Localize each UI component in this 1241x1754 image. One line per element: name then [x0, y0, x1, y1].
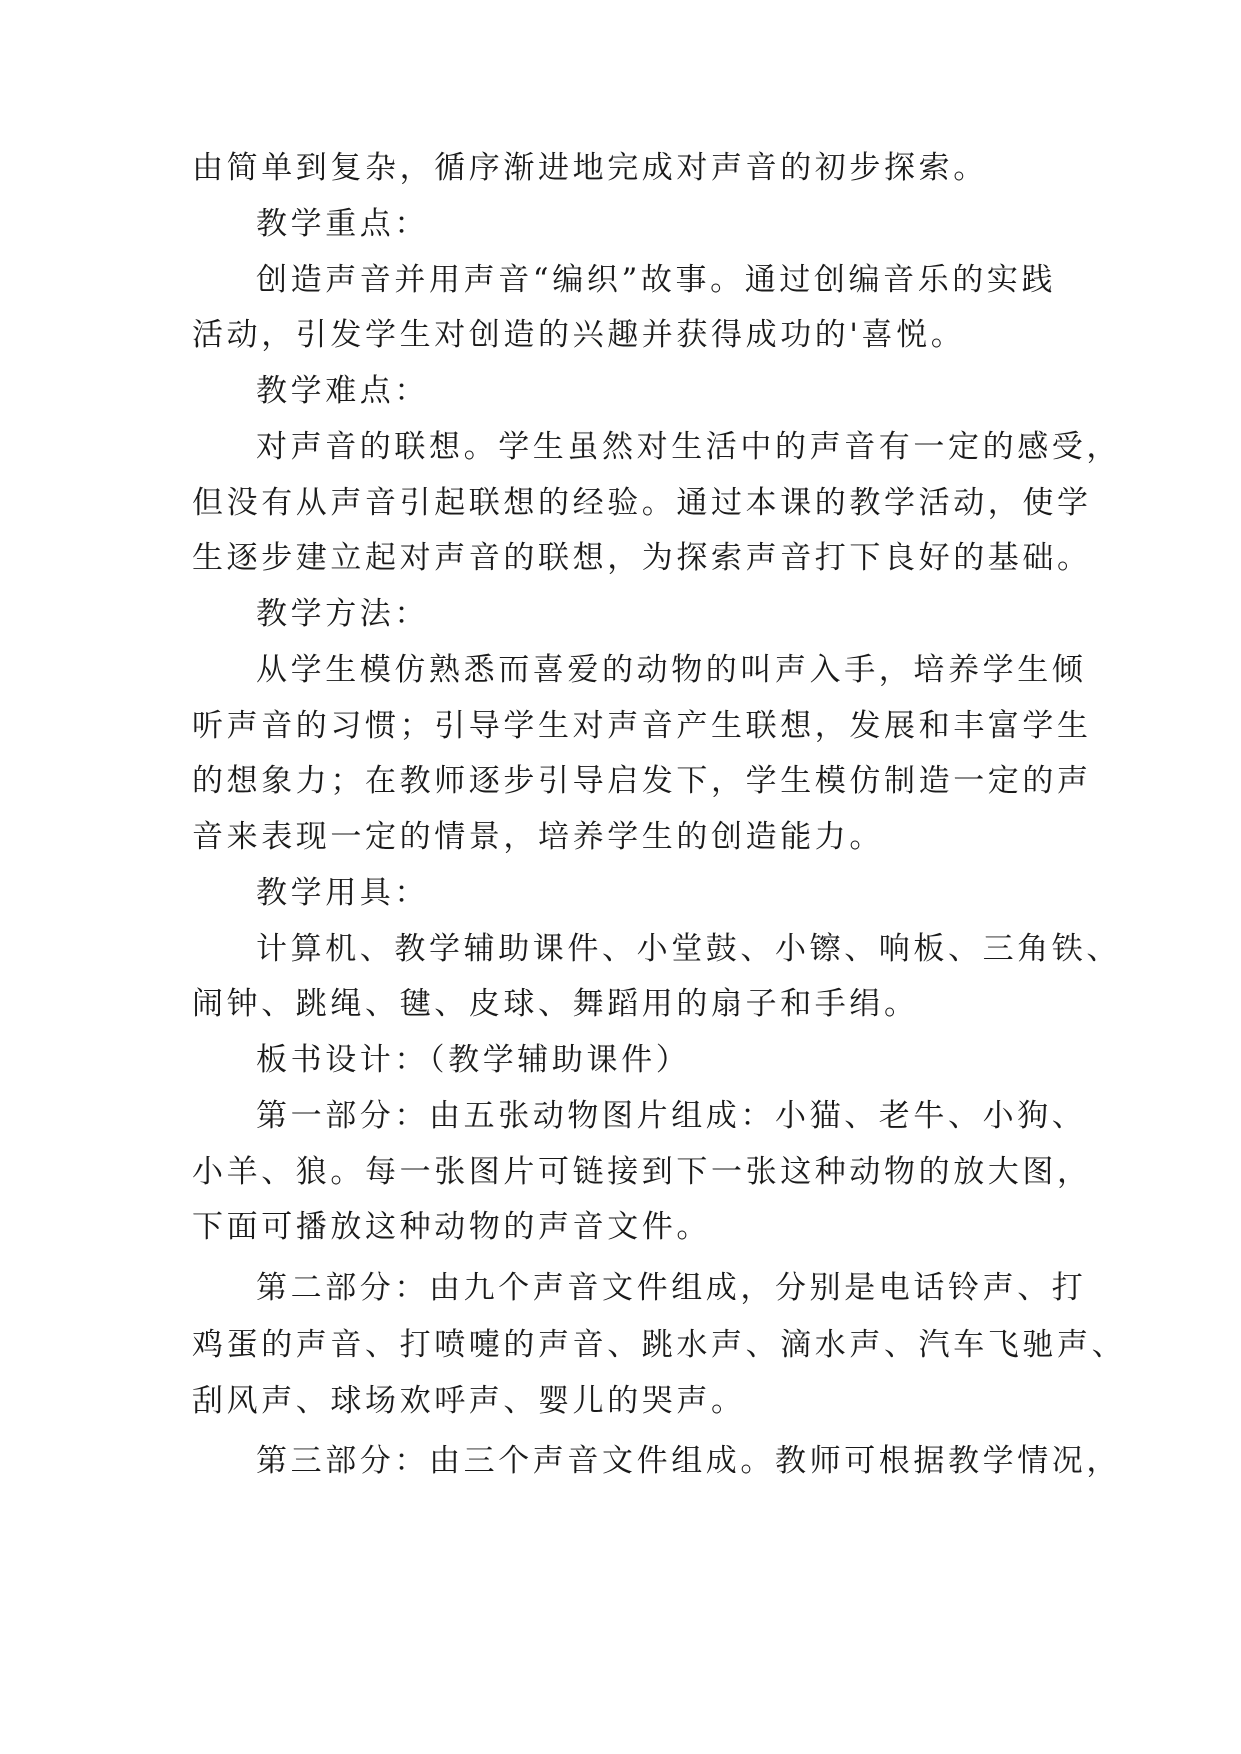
- section-heading-key-points: 教学重点：: [256, 206, 429, 242]
- section-heading-board-design: 板书设计：（教学辅助课件）: [256, 1042, 691, 1078]
- paragraph-line: 但没有从声音引起联想的经验。通过本课的教学活动，使学: [192, 485, 1092, 521]
- section-heading-tools: 教学用具：: [256, 875, 429, 911]
- paragraph-line: 第三部分：由三个声音文件组成。教师可根据教学情况，: [256, 1443, 1121, 1479]
- paragraph-line: 创造声音并用声音“编织”故事。通过创编音乐的实践: [256, 262, 1057, 298]
- paragraph-line: 音来表现一定的情景，培养学生的创造能力。: [192, 819, 884, 855]
- paragraph-line: 从学生模仿熟悉而喜爱的动物的叫声入手，培养学生倾: [256, 652, 1087, 688]
- paragraph-line: 由简单到复杂，循序渐进地完成对声音的初步探索。: [192, 150, 988, 186]
- section-heading-methods: 教学方法：: [256, 596, 429, 632]
- paragraph-line: 活动，引发学生对创造的兴趣并获得成功的'喜悦。: [192, 317, 966, 353]
- paragraph-line: 的想象力；在教师逐步引导启发下，学生模仿制造一定的声: [192, 763, 1092, 799]
- paragraph-line: 鸡蛋的声音、打喷嚏的声音、跳水声、滴水声、汽车飞驰声、: [192, 1327, 1127, 1363]
- paragraph-line: 小羊、狼。每一张图片可链接到下一张这种动物的放大图，: [192, 1154, 1092, 1190]
- paragraph-line: 闹钟、跳绳、毽、皮球、舞蹈用的扇子和手绢。: [192, 986, 919, 1022]
- paragraph-line: 刮风声、球场欢呼声、婴儿的哭声。: [192, 1383, 746, 1419]
- paragraph-line: 生逐步建立起对声音的联想，为探索声音打下良好的基础。: [192, 540, 1092, 576]
- paragraph-line: 计算机、教学辅助课件、小堂鼓、小镲、响板、三角铁、: [256, 931, 1121, 967]
- paragraph-line: 听声音的习惯；引导学生对声音产生联想，发展和丰富学生: [192, 708, 1092, 744]
- paragraph-line: 第二部分：由九个声音文件组成，分别是电话铃声、打: [256, 1270, 1087, 1306]
- paragraph-line: 对声音的联想。学生虽然对生活中的声音有一定的感受，: [256, 429, 1121, 465]
- section-heading-difficulties: 教学难点：: [256, 373, 429, 409]
- paragraph-line: 下面可播放这种动物的声音文件。: [192, 1209, 711, 1245]
- paragraph-line: 第一部分：由五张动物图片组成：小猫、老牛、小狗、: [256, 1098, 1087, 1134]
